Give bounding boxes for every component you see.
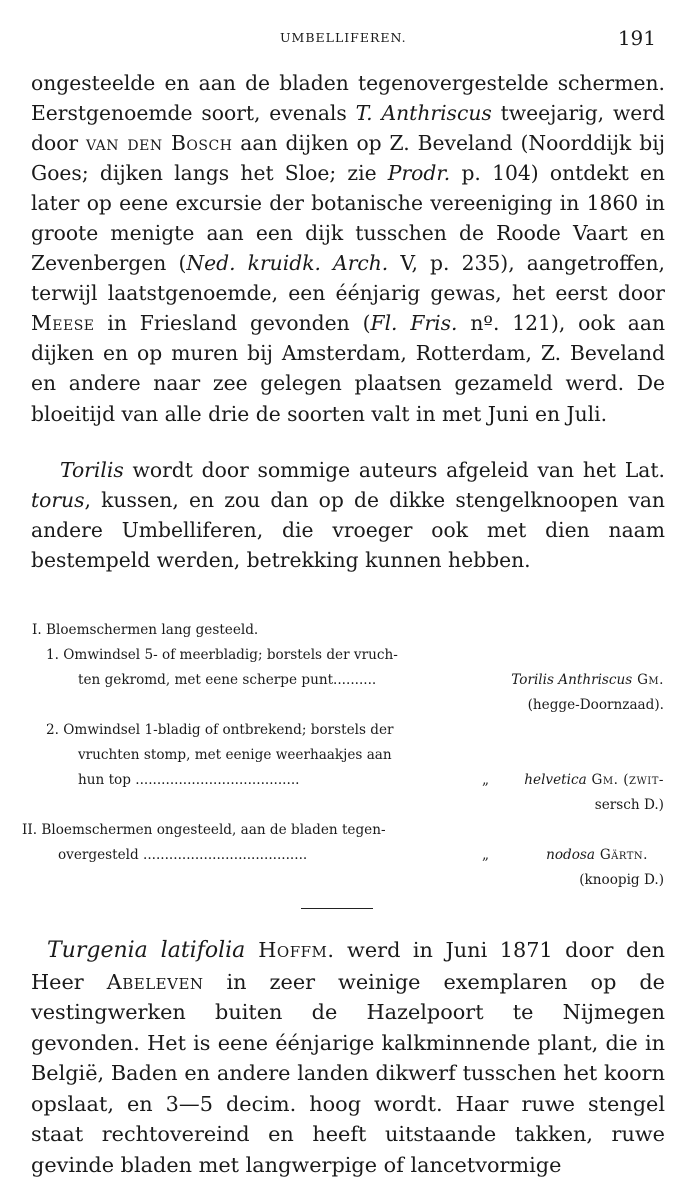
key-row: II. Bloemschermen ongesteeld, aan de bladen tegen- (22, 822, 386, 838)
key-row: ten gekromd, met eene scherpe punt.......... Torilis Anthriscus Gm. (78, 672, 664, 688)
running-head (0, 26, 678, 50)
paragraph-turgenia: Turgenia latifolia Hoffm. werd in Juni 1871 door den Heer Abeleven in zeer weinige exemplaren op de vestingwerken buiten de Hazelpoort te Nijmegen gevonden. Het is eene éénjarige kalkminnende plant, die in België, Baden en andere landen dikwerf tusschen het koorn opslaat, en 3—5 decim. hoog wordt. Haar ruwe stengel staat rechtovereind en heeft uitstaande takken, ruwe gevinde bladen met langwerpige of lancetvormige (31, 938, 665, 1177)
paragraph-torilis-distribution: ongesteelde en aan de bladen tegenovergestelde schermen. Eerstgenoemde soort, evenals T. Anthriscus tweejarig, werd door van den Bosch aan dijken op Z. Beveland (Noorddijk bij Goes; dijken langs het Sloe; zie Prodr. p. 104) ontdekt en later op eene excursie der botanische vereeniging in 1860 in groote menigte aan een dijk tusschen de Roode Vaart en Zevenbergen (Ned. kruidk. Arch. V, p. 235), aangetroffen, terwijl laatstgenoemde, een éénjarig gewas, het eerst door Meese in Friesland gevonden (Fl. Fris. nº. 121), ook aan dijken en op muren bij Amsterdam, Rotterdam, Z. Beveland en andere naar zee gelegen plaatsen gezameld werd. De bloeitijd van alle drie de soorten valt in met Juni en Juli. (31, 71, 666, 426)
key-row: overgesteld ...................................... „ nodosa Gärtn. (58, 847, 648, 863)
key-row: sersch D.) (594, 797, 664, 813)
key-row: (hegge-Doornzaad). (527, 697, 664, 713)
page-number: 191 (617, 26, 656, 50)
identification-key (22, 618, 670, 893)
key-row: 1. Omwindsel 5- of meerbladig; borstels der vruch- (46, 647, 398, 663)
key-row: I. Bloemschermen lang gesteeld. (32, 622, 259, 638)
paragraph-torilis-etymology: Torilis wordt door sommige auteurs afgeleid van het Lat. torus, kussen, en zou dan op de dikke stengelknoopen van andere Umbelliferen, die vroeger ook met dien naam bestempeld werden, betrekking kunnen hebben. (31, 458, 665, 573)
running-title: UMBELLIFEREN. (280, 30, 407, 45)
key-row: 2. Omwindsel 1-bladig of ontbrekend; borstels der (46, 722, 394, 738)
key-row: (knoopig D.) (579, 872, 664, 888)
key-row: hun top ...................................... „ helvetica Gm. (zwit- (78, 772, 664, 788)
section-divider (301, 908, 373, 909)
key-row: vruchten stomp, met eenige weerhaakjes aan (78, 747, 392, 763)
